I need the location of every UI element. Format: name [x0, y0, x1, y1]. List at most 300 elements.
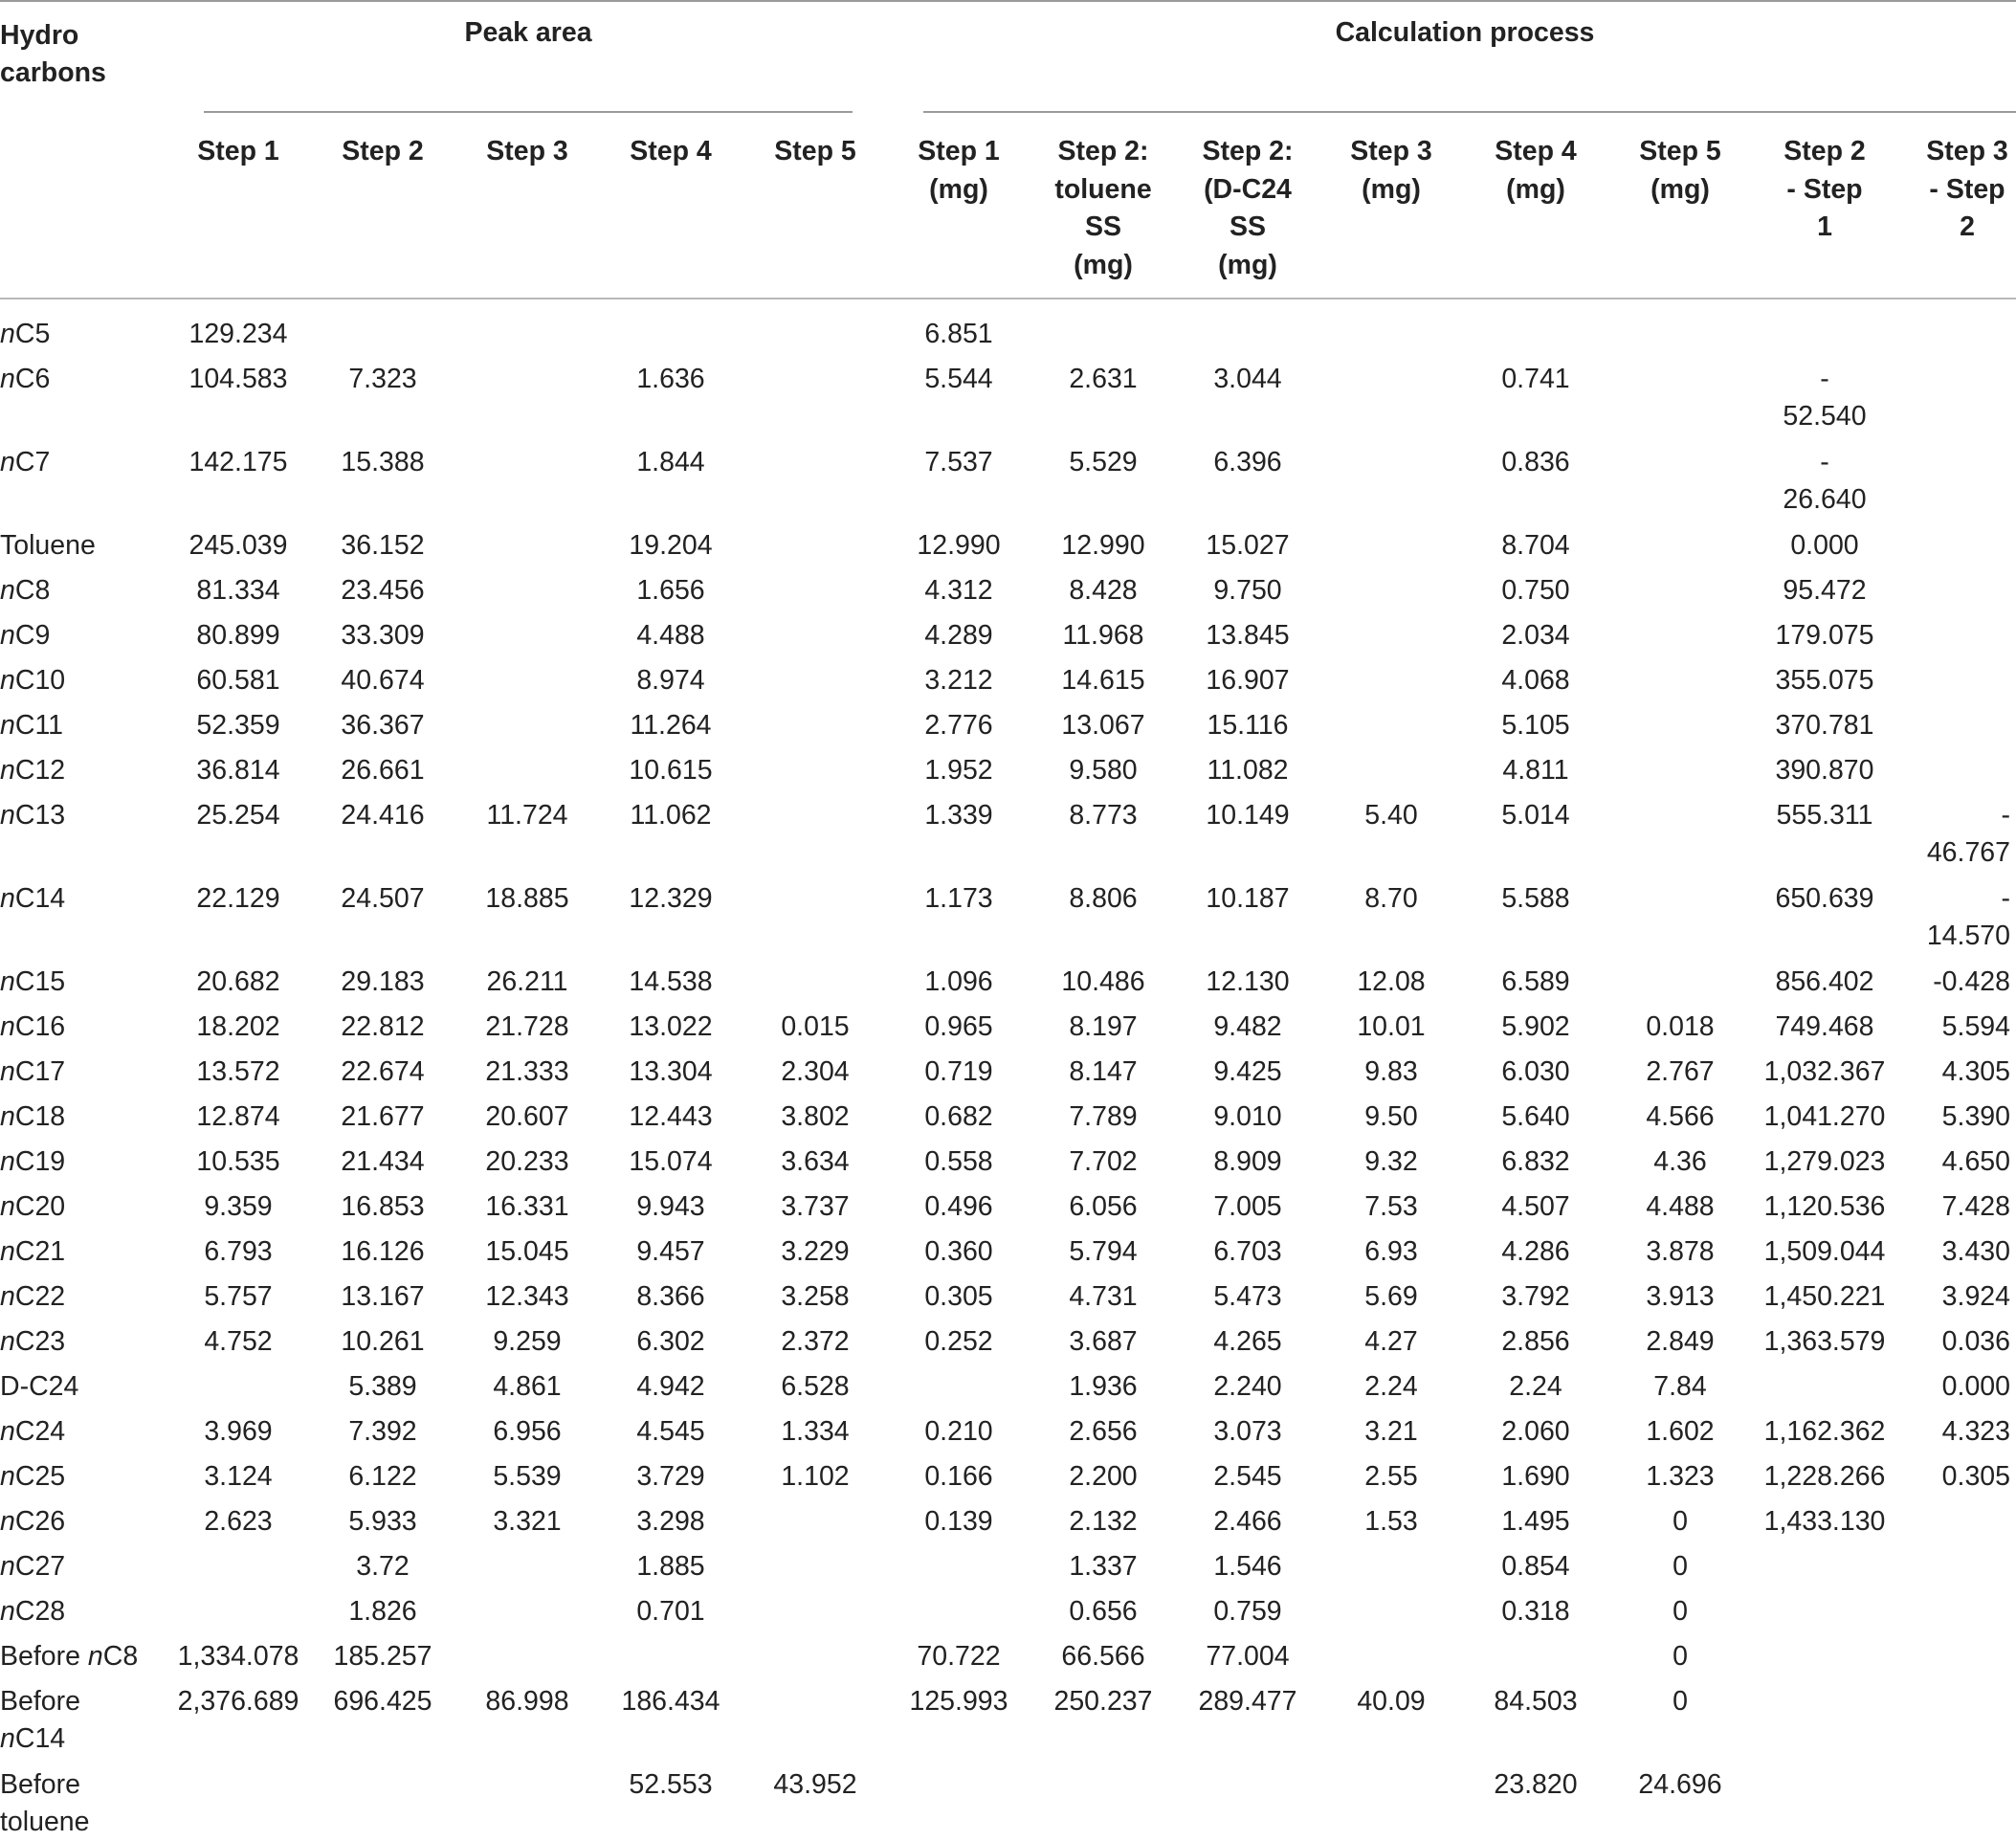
table-cell: 1.826: [348, 1596, 417, 1627]
table-cell: 3.792: [1501, 1281, 1570, 1312]
table-cell: 19.204: [629, 530, 713, 561]
table-cell: 3.802: [781, 1101, 850, 1132]
calc-step-header-line: (D-C24: [1204, 173, 1292, 205]
calc-step-header-line: (mg): [1362, 173, 1421, 205]
table-cell: 125.993: [909, 1686, 1008, 1717]
row-label-prefix: n: [0, 1146, 15, 1177]
table-cell: 3.229: [781, 1236, 850, 1267]
row-label-prefix: n: [0, 319, 15, 349]
table-cell: 749.468: [1775, 1011, 1874, 1042]
table-cell: 245.039: [188, 530, 288, 561]
table-cell: 1.323: [1646, 1461, 1715, 1492]
table-cell: 1.844: [636, 447, 705, 477]
table-cell: 4.507: [1501, 1191, 1570, 1222]
calc-step-header-line: Step 4: [1495, 136, 1577, 166]
table-cell: 16.331: [485, 1191, 569, 1222]
table-cell: 696.425: [333, 1686, 432, 1717]
table-cell: 10.01: [1357, 1011, 1426, 1042]
table-cell: 13.022: [629, 1011, 713, 1042]
table-cell: 0.682: [924, 1101, 993, 1132]
hydrocarbons-header-line: Hydro: [0, 20, 79, 51]
table-cell: 6.056: [1069, 1191, 1138, 1222]
calc-step-header-line: - Step: [1929, 173, 2005, 205]
table-cell: 1.53: [1364, 1506, 1418, 1537]
table-cell: 5.539: [493, 1461, 562, 1492]
table-cell: 24.507: [341, 883, 425, 914]
table-cell: 129.234: [188, 319, 288, 349]
table-cell: 4.323: [1941, 1416, 2010, 1447]
table-cell: 9.943: [636, 1191, 705, 1222]
table-cell: 11.968: [1062, 620, 1144, 651]
table-cell: 13.572: [196, 1056, 280, 1087]
table-cell: 9.259: [493, 1326, 562, 1357]
table-cell: 9.010: [1213, 1101, 1282, 1132]
table-cell: 15.388: [341, 447, 425, 477]
table-cell: 3.21: [1364, 1416, 1418, 1447]
table-cell: 16.853: [341, 1191, 425, 1222]
row-label: [0, 361, 50, 398]
row-label-prefix: n: [0, 364, 15, 394]
table-cell: 4.861: [493, 1371, 562, 1402]
table-cell: 1,041.270: [1763, 1101, 1886, 1132]
table-cell: 3.737: [781, 1191, 850, 1222]
table-cell: 104.583: [188, 364, 288, 394]
table-cell: 24.696: [1638, 1769, 1722, 1800]
row-label-prefix: n: [0, 575, 15, 606]
calc-step-header: [918, 133, 1000, 209]
table-cell: 13.167: [341, 1281, 425, 1312]
row-label: [0, 1188, 65, 1226]
table-cell: 9.457: [636, 1236, 705, 1267]
table-cell: 8.704: [1501, 530, 1570, 561]
table-cell: 4.312: [924, 575, 993, 606]
table-cell: 4.305: [1941, 1056, 2010, 1087]
table-cell: 4.488: [636, 620, 705, 651]
table-cell: 6.302: [636, 1326, 705, 1357]
calc-step-header-line: Step 5: [1639, 136, 1721, 166]
table-cell: 5.390: [1941, 1101, 2010, 1132]
calc-step-header-line: Step 1: [918, 136, 1000, 166]
row-label-text: C5: [14, 319, 51, 349]
table-cell: 9.580: [1069, 755, 1138, 786]
table-cell: 2.132: [1069, 1506, 1138, 1537]
row-label-text: C28: [14, 1596, 66, 1627]
table-cell: 0.166: [924, 1461, 993, 1492]
table-cell: 3.878: [1646, 1236, 1715, 1267]
table-cell: 6.956: [493, 1416, 562, 1447]
table-cell: 16.907: [1206, 665, 1290, 696]
table-cell: 2.656: [1069, 1416, 1138, 1447]
table-cell: 13.067: [1061, 710, 1145, 741]
table-cell: 10.535: [196, 1146, 280, 1177]
table-cell: 77.004: [1206, 1641, 1290, 1672]
table-cell: 8.197: [1069, 1011, 1138, 1042]
table-cell: 1.656: [636, 575, 705, 606]
table-cell: 3.321: [493, 1506, 562, 1537]
table-cell-line: 46.767: [1926, 837, 2010, 868]
table-cell: 1.636: [636, 364, 705, 394]
table-cell: 8.428: [1069, 575, 1138, 606]
row-label: [0, 1368, 78, 1406]
table-cell: 40.674: [341, 665, 425, 696]
table-cell: 6.030: [1501, 1056, 1570, 1087]
row-label-text: Toluene: [0, 530, 96, 561]
table-cell-line: -: [1820, 364, 1829, 394]
row-label-prefix: n: [0, 966, 15, 997]
row-label: [0, 444, 50, 481]
table-cell: 15.045: [485, 1236, 569, 1267]
table-cell: 1,120.536: [1763, 1191, 1886, 1222]
row-label-prefix: n: [0, 1723, 15, 1754]
row-label-text: C11: [14, 710, 64, 741]
table-cell: 15.027: [1206, 530, 1290, 561]
table-cell: 25.254: [196, 800, 280, 831]
row-label-text: C23: [14, 1326, 66, 1357]
table-cell: 8.70: [1364, 883, 1418, 914]
table-cell: 5.40: [1364, 800, 1418, 831]
table-cell: 2.55: [1364, 1461, 1418, 1492]
table-cell: 0: [1673, 1551, 1688, 1582]
table-cell: 355.075: [1775, 665, 1874, 696]
table-cell: 6.528: [781, 1371, 850, 1402]
peak-area-header: Peak area: [464, 17, 592, 48]
table-cell: 5.105: [1501, 710, 1570, 741]
table-cell: 6.793: [204, 1236, 273, 1267]
calc-step-header-line: 1: [1817, 211, 1832, 242]
table-cell: 84.503: [1494, 1686, 1578, 1717]
table-cell: 4.811: [1502, 755, 1569, 786]
table-cell: 0.318: [1501, 1596, 1570, 1627]
table-cell: 2.623: [204, 1506, 273, 1537]
row-label-text: C19: [14, 1146, 66, 1177]
table-cell: 15.074: [629, 1146, 713, 1177]
row-label-text: C10: [14, 665, 66, 696]
table-cell: 5.757: [204, 1281, 273, 1312]
table-cell: 2.200: [1069, 1461, 1138, 1492]
row-label-line: [0, 1720, 80, 1758]
table-cell: 9.425: [1213, 1056, 1282, 1087]
calc-step-header: [1054, 133, 1151, 284]
row-label: [0, 1593, 65, 1630]
table-cell: 0.701: [636, 1596, 705, 1627]
table-cell: 9.83: [1364, 1056, 1418, 1087]
calc-step-header-line: Step 3: [1350, 136, 1432, 166]
table-cell: 0.965: [924, 1011, 993, 1042]
calc-step-header: [1495, 133, 1577, 209]
row-label-prefix: n: [0, 1236, 15, 1267]
calc-step-header-line: SS: [1229, 211, 1267, 242]
table-cell: 3.124: [204, 1461, 273, 1492]
table-cell: 5.544: [924, 364, 993, 394]
table-cell: 390.870: [1775, 755, 1874, 786]
calc-step-header-line: Step 2: [1783, 136, 1866, 166]
row-label: [0, 617, 50, 654]
calc-step-header: [1783, 133, 1866, 247]
table-cell: 0.139: [924, 1506, 993, 1537]
row-label: [0, 1278, 65, 1316]
row-label: [0, 797, 65, 834]
row-label-prefix: n: [0, 883, 15, 914]
row-label-prefix: n: [0, 1101, 15, 1132]
peak-step-header: Step 5: [774, 136, 856, 166]
table-cell: 3.913: [1646, 1281, 1715, 1312]
row-label-prefix: n: [0, 1461, 15, 1492]
table-cell: 1.102: [781, 1461, 850, 1492]
table-cell: 1,450.221: [1763, 1281, 1886, 1312]
table-cell: 1,279.023: [1763, 1146, 1886, 1177]
row-label-text: C14: [14, 883, 66, 914]
row-label-text: C9: [14, 620, 51, 651]
table-cell: 7.702: [1069, 1146, 1138, 1177]
table-cell: 22.674: [341, 1056, 425, 1087]
table-cell: 12.130: [1206, 966, 1290, 997]
table-cell: 7.323: [348, 364, 417, 394]
table-cell: 3.212: [924, 665, 993, 696]
table-cell: 4.545: [636, 1416, 705, 1447]
table-cell: 0.759: [1213, 1596, 1282, 1627]
calc-step-header-line: (mg): [1506, 173, 1565, 205]
table-cell: 29.183: [341, 966, 425, 997]
table-cell: 52.359: [196, 710, 280, 741]
table-cell: 2.24: [1364, 1371, 1418, 1402]
table-cell: 8.974: [636, 665, 705, 696]
table-cell: 0.252: [924, 1326, 993, 1357]
table-cell: 10.615: [629, 755, 713, 786]
row-label-prefix: n: [0, 800, 15, 831]
row-label-text: C13: [14, 800, 66, 831]
table-cell: 1,228.266: [1763, 1461, 1886, 1492]
table-cell: 186.434: [621, 1686, 720, 1717]
table-cell-line: -: [1820, 447, 1829, 477]
row-label-prefix: n: [0, 665, 15, 696]
table-cell: 12.990: [1061, 530, 1145, 561]
row-label-text: C24: [14, 1416, 66, 1447]
table-cell: 5.014: [1501, 800, 1570, 831]
table-cell: 2.304: [781, 1056, 850, 1087]
table-cell: 2.545: [1213, 1461, 1282, 1492]
table-cell: [1927, 797, 2010, 872]
table-cell: 5.473: [1213, 1281, 1282, 1312]
table-cell: 6.396: [1213, 447, 1282, 477]
table-cell: 2.372: [781, 1326, 850, 1357]
table-cell: 36.152: [341, 530, 425, 561]
row-label: [0, 964, 65, 1001]
table-cell: 5.69: [1364, 1281, 1418, 1312]
table-cell: 20.607: [485, 1101, 569, 1132]
table-cell: 179.075: [1775, 620, 1874, 651]
row-label-text: C21: [14, 1236, 66, 1267]
table-cell: 0: [1673, 1596, 1688, 1627]
table-cell: 3.729: [636, 1461, 705, 1492]
table-cell: 555.311: [1776, 800, 1873, 831]
row-label-text: C15: [14, 966, 66, 997]
table-cell: 3.687: [1069, 1326, 1138, 1357]
table-cell: 4.265: [1213, 1326, 1282, 1357]
table-cell: 0: [1673, 1686, 1688, 1717]
table-cell-line: 52.540: [1783, 401, 1867, 432]
table-cell: 6.93: [1364, 1236, 1418, 1267]
table-cell: 1.339: [924, 800, 993, 831]
row-label-text: C7: [14, 447, 51, 477]
table-cell: 6.851: [924, 319, 993, 349]
row-label: [0, 572, 50, 610]
table-cell: 9.359: [204, 1191, 273, 1222]
table-cell: 856.402: [1775, 966, 1874, 997]
table-cell: 8.773: [1069, 800, 1138, 831]
row-label-prefix: n: [0, 1056, 15, 1087]
table-cell: 0.360: [924, 1236, 993, 1267]
table-cell: 1.334: [781, 1416, 850, 1447]
table-cell: 2.767: [1646, 1056, 1715, 1087]
table-cell: 5.389: [348, 1371, 417, 1402]
calc-step-header-line: Step 2:: [1057, 136, 1149, 166]
table-cell: -0.428: [1933, 966, 2010, 997]
table-cell: 10.149: [1206, 800, 1290, 831]
row-label-text: C17: [14, 1056, 66, 1087]
row-label-prefix: n: [0, 1416, 15, 1447]
table-cell-line: 14.570: [1926, 920, 2010, 951]
table-cell: 7.84: [1653, 1371, 1707, 1402]
calc-step-header-line: (mg): [1650, 173, 1710, 205]
row-label: [0, 752, 65, 789]
table-cell: 2.849: [1646, 1326, 1715, 1357]
row-label: [0, 707, 63, 744]
row-label: [0, 1233, 65, 1271]
table-cell: 23.820: [1494, 1769, 1578, 1800]
row-label-line: Before: [0, 1686, 80, 1717]
table-cell: 142.175: [188, 447, 288, 477]
row-label-prefix: n: [0, 755, 15, 786]
row-label: [0, 1098, 65, 1136]
row-label: [0, 1458, 65, 1496]
table-cell: 7.392: [348, 1416, 417, 1447]
calc-step-header-line: Step 2:: [1202, 136, 1294, 166]
table-cell: 1.337: [1069, 1551, 1138, 1582]
table-cell: 13.304: [629, 1056, 713, 1087]
hydrocarbons-header-line: carbons: [0, 57, 106, 88]
table-cell: 2.240: [1213, 1371, 1282, 1402]
table-cell: 9.50: [1364, 1101, 1418, 1132]
table-cell: 10.261: [341, 1326, 425, 1357]
table-cell: 0.210: [924, 1416, 993, 1447]
row-label-prefix: n: [0, 1281, 15, 1312]
table-cell: 2.856: [1501, 1326, 1570, 1357]
table-cell: 18.885: [485, 883, 569, 914]
table-cell: 6.122: [348, 1461, 417, 1492]
table-cell: 6.589: [1501, 966, 1570, 997]
calc-step-header-line: Step 3: [1926, 136, 2008, 166]
table-cell: 5.529: [1069, 447, 1138, 477]
table-cell: 10.486: [1061, 966, 1145, 997]
table-cell: 1.936: [1069, 1371, 1138, 1402]
table-cell: 4.488: [1646, 1191, 1715, 1222]
hydrocarbons-header: [0, 17, 106, 92]
calc-step-header: [1926, 133, 2008, 247]
table-cell: [1783, 444, 1866, 519]
table-cell: 18.202: [196, 1011, 280, 1042]
row-label-prefix: n: [0, 620, 15, 651]
table-cell: 1.602: [1646, 1416, 1715, 1447]
row-label-text: C12: [14, 755, 66, 786]
table-cell: 7.005: [1213, 1191, 1282, 1222]
table-cell: 0.750: [1501, 575, 1570, 606]
row-label-prefix: n: [0, 1506, 15, 1537]
table-cell: 1,433.130: [1763, 1506, 1886, 1537]
table-cell: 3.073: [1213, 1416, 1282, 1447]
row-label-prefix: n: [0, 1596, 15, 1627]
table-cell: 2.060: [1501, 1416, 1570, 1447]
table-cell: [1783, 361, 1866, 435]
row-label: [0, 1766, 90, 1841]
table-cell: 36.814: [196, 755, 280, 786]
table-cell: 12.08: [1357, 966, 1426, 997]
row-label-text: C25: [14, 1461, 66, 1492]
table-cell: 250.237: [1053, 1686, 1153, 1717]
table-cell: 0.000: [1790, 530, 1859, 561]
row-label-prefix: n: [0, 710, 15, 741]
table-cell: 6.703: [1213, 1236, 1282, 1267]
row-label: [0, 1548, 65, 1586]
table-cell: 0.741: [1501, 364, 1570, 394]
table-cell: 4.942: [636, 1371, 705, 1402]
table-cell: 26.661: [341, 755, 425, 786]
table-cell: 1,032.367: [1763, 1056, 1886, 1087]
table-cell: 1,162.362: [1763, 1416, 1886, 1447]
table-cell: 5.902: [1501, 1011, 1570, 1042]
table-cell: 0.015: [781, 1011, 850, 1042]
table-cell: 4.566: [1646, 1101, 1715, 1132]
table-cell: 66.566: [1061, 1641, 1145, 1672]
table-cell: 2.24: [1509, 1371, 1562, 1402]
row-label-text: C14: [14, 1723, 66, 1754]
table-cell: 8.147: [1069, 1056, 1138, 1087]
table-cell: 7.789: [1069, 1101, 1138, 1132]
calculation-process-rule: [923, 111, 2016, 113]
table-cell: 2.631: [1069, 364, 1138, 394]
table-cell: 8.366: [636, 1281, 705, 1312]
calc-step-header: [1350, 133, 1432, 209]
table-cell: 5.588: [1501, 883, 1570, 914]
row-label-prefix: n: [0, 447, 15, 477]
table-cell: 0.305: [1941, 1461, 2010, 1492]
row-label-text: C22: [14, 1281, 66, 1312]
table-cell: 12.874: [196, 1101, 280, 1132]
table-cell: 3.634: [781, 1146, 850, 1177]
peak-step-header: Step 2: [342, 136, 424, 166]
table-cell: 0.305: [924, 1281, 993, 1312]
table-cell: 0.854: [1501, 1551, 1570, 1582]
table-cell: 650.639: [1775, 883, 1874, 914]
row-label-text: C20: [14, 1191, 66, 1222]
table-cell: 370.781: [1775, 710, 1874, 741]
calculation-process-header: Calculation process: [1335, 17, 1595, 48]
peak-step-header: Step 1: [197, 136, 279, 166]
peak-step-header: Step 3: [486, 136, 568, 166]
row-label: [0, 662, 65, 699]
table-cell: 4.731: [1069, 1281, 1138, 1312]
row-label-prefix: n: [0, 1191, 15, 1222]
table-cell: 1.546: [1213, 1551, 1282, 1582]
row-label-prefix: n: [87, 1641, 103, 1672]
table-cell-line: 26.640: [1783, 484, 1867, 515]
calc-step-header-line: (mg): [1218, 249, 1277, 280]
table-cell: 52.553: [629, 1769, 713, 1800]
row-label: [0, 1143, 65, 1181]
table-cell: 24.416: [341, 800, 425, 831]
table-cell: 3.969: [204, 1416, 273, 1447]
table-cell: 4.752: [204, 1326, 273, 1357]
table-cell: 1,363.579: [1763, 1326, 1886, 1357]
